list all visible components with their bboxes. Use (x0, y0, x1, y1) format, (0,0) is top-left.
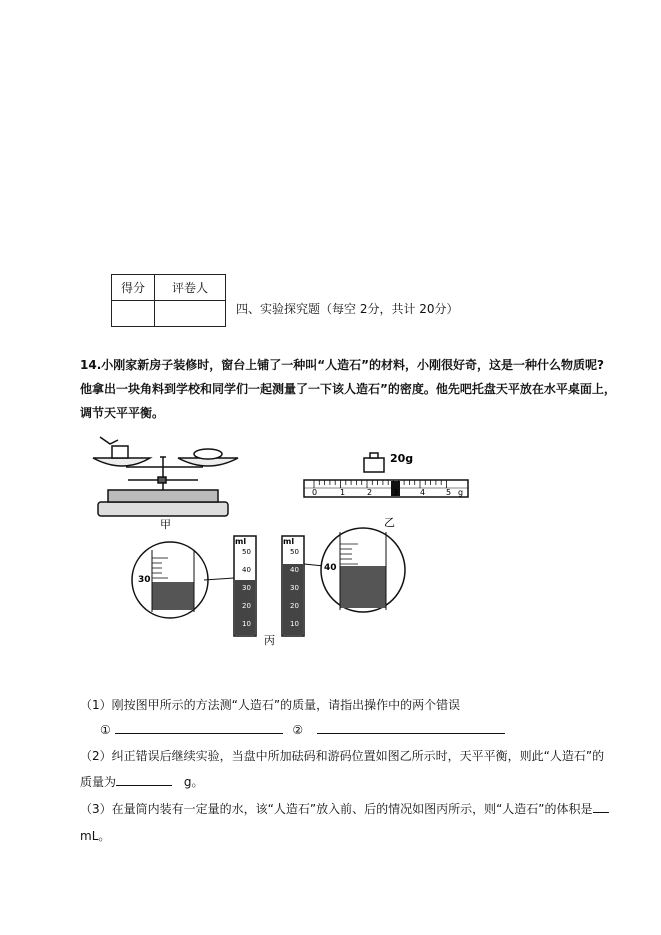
blank-2-label: ② (292, 723, 304, 737)
label-yi: 乙 (384, 516, 395, 529)
label-jia: 甲 (160, 518, 171, 531)
cylinder-1-tick: 20 (242, 602, 251, 610)
question-14-line-3: 调节天平平衡。 (80, 406, 165, 420)
ruler-tick-label: 2 (367, 488, 373, 497)
ruler-tick-label: 5 (446, 488, 452, 497)
zoom-circle-2 (304, 528, 405, 612)
cylinder-2-tick: 10 (290, 620, 299, 628)
cylinder-1-tick: 30 (242, 584, 251, 592)
question-14 (80, 353, 616, 425)
grader-cell[interactable] (155, 301, 226, 327)
sub-question-1-blanks (100, 721, 505, 737)
measuring-cylinder-1 (234, 536, 256, 636)
section-title: 四、实验探究题（每空 2分，共计 20分） (236, 302, 459, 316)
answer-blank-1[interactable] (115, 721, 283, 734)
zoom-reading-1: 30 (138, 575, 151, 585)
ruler-tick-label: 1 (340, 488, 346, 497)
rider-ruler (304, 480, 468, 497)
grader-header: 评卷人 (155, 275, 226, 301)
mass-answer-blank[interactable] (116, 773, 172, 786)
score-table (111, 274, 226, 327)
question-14-line-1: 14.小刚家新房子装修时，窗台上铺了一种叫“人造石”的材料，小刚很好奇，这是一种什么物质呢? (80, 358, 604, 372)
label-bing: 丙 (264, 634, 275, 647)
answer-blank-2[interactable] (317, 721, 505, 734)
cylinder-1-tick: 50 (242, 548, 251, 556)
measuring-cylinder-2 (282, 536, 304, 636)
sub-question-2-line-2 (80, 773, 203, 790)
cylinder-2-tick: 40 (290, 566, 299, 574)
sub-question-2: （2）纠正错误后继续实验，当盘中所加砝码和游码位置如图乙所示时，天平平衡，则此“人造石”的 (80, 749, 605, 763)
cylinder-2-unit: ml (283, 537, 295, 546)
score-header: 得分 (112, 275, 155, 301)
zoom-circle-1 (132, 542, 234, 618)
zoom-reading-2: 40 (324, 563, 337, 573)
sub-question-3 (80, 800, 609, 817)
ruler-unit: g (458, 488, 464, 497)
question-14-line-2: 他拿出一块角料到学校和同学们一起测量了一下该人造石”的密度。他先吧托盘天平放在水平桌面上， (80, 382, 616, 396)
sub-question-3-text: （3）在量筒内装有一定量的水，该“人造石”放入前、后的情况如图丙所示，则“人造石”的体积是 (80, 802, 593, 816)
cylinder-2-tick: 20 (290, 602, 299, 610)
volume-unit: mL。 (80, 829, 111, 843)
balance-scale (93, 437, 238, 516)
cylinder-2-tick: 30 (290, 584, 299, 592)
score-cell[interactable] (112, 301, 155, 327)
blank-1-label: ① (100, 723, 111, 737)
cylinder-2-tick: 50 (290, 548, 299, 556)
volume-answer-blank[interactable] (593, 800, 609, 813)
sub-question-1: （1）刚按图甲所示的方法测“人造石”的质量，请指出操作中的两个错误 (80, 698, 461, 712)
ruler-tick-label: 3 (393, 488, 399, 497)
weight-icon (364, 453, 384, 472)
weight-label: 20g (390, 452, 414, 465)
mass-unit: g。 (183, 775, 204, 789)
cylinder-1-tick: 40 (242, 566, 251, 574)
mass-prefix: 质量为 (80, 775, 117, 789)
experiment-figure (88, 432, 488, 647)
cylinder-1-unit: ml (235, 537, 247, 546)
ruler-tick-label: 4 (420, 488, 426, 497)
ruler-tick-label: 0 (312, 488, 318, 497)
cylinder-1-tick: 10 (242, 620, 251, 628)
